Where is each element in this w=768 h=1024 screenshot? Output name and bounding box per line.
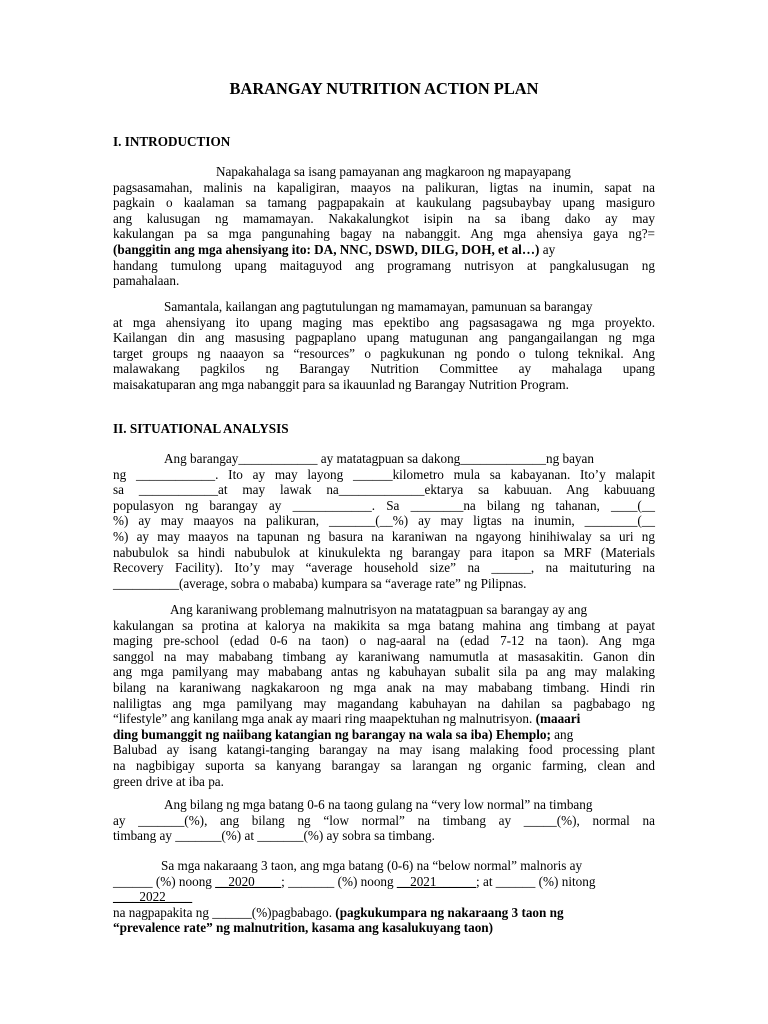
- introduction-paragraph-1: [113, 164, 655, 289]
- situational-paragraph-1: [113, 451, 655, 591]
- text-fragment: ang: [550, 726, 574, 742]
- text-line: __________(average, sobra o mababa) kumpara sa “average rate” ng Pilipnas.: [113, 575, 527, 591]
- text-line: %) ay may maayos na tapunan ng basura na karaniwan na ngayong hinihiwalay sa uri ng: [113, 528, 655, 544]
- text-line: [113, 874, 655, 890]
- text-line: nabubulok sa hindi nabubulok at kinukulekta ng barangay para itapon sa MRF (Materials: [113, 544, 655, 560]
- text-line: Sa mga nakaraang 3 taon, ang mga batang (0-6) na “below normal” malnoris ay: [161, 858, 583, 873]
- year-2021: __2021______: [396, 873, 477, 889]
- text-line: [113, 727, 655, 743]
- text-line: pamahalaan.: [113, 273, 180, 289]
- text-line: green drive at iba pa.: [113, 773, 224, 789]
- text-line: Samantala, kailangan ang pagtutulungan ng mamamayan, pamunuan sa barangay: [164, 299, 593, 314]
- text-line: maging pre-school (edad 0-6 na taon) o nag-aaral na (edad 7-12 na taon). Ang mga: [113, 633, 655, 649]
- text-line: ng ____________. Ito ay may layong ______kilometro mula sa kabayanan. Ito’y malapit: [113, 466, 655, 482]
- text-line: naliligtas ang mga pamilyang may magandang kabuhayan na dahilan sa pagbabago ng: [113, 695, 655, 711]
- instruction-note-bold: “prevalence rate” ng malnutrition, kasama ang kasalukuyang taon): [113, 920, 494, 936]
- blank-field: ______: [113, 873, 153, 889]
- section-heading-situational-analysis: II. SITUATIONAL ANALYSIS: [113, 421, 289, 436]
- text-line: ang mga pamilyang may mababang antas ng kabuhayan subalit sila pa ang may malaking: [113, 664, 655, 680]
- text-line: maisakatuparan ang mga nabanggit para sa ikauunlad ng Barangay Nutrition Program.: [113, 376, 569, 392]
- text-line: Ang bilang ng mga batang 0-6 na taong gulang na “very low normal” na timbang: [164, 797, 593, 812]
- text-line: sanggol na may mababang timbang ay karaniwang namumutla at masasakitin. Ganon din: [113, 648, 655, 664]
- text-fragment: (%) noong: [334, 873, 397, 889]
- text-fragment: “lifestyle” ang kanilang mga anak ay maari ring maapektuhan ng malnutrisyon.: [113, 711, 536, 727]
- blank-field: _______: [288, 873, 335, 889]
- text-line: kakulangan pa sa mga pangunahing bagay na nabanggit. Ang mga ahensiya gaya ng?=: [113, 226, 655, 242]
- agency-note-bold: (banggitin ang mga ahensiyang ito: DA, NNC, DSWD, DILG, DOH, et al…): [113, 241, 540, 257]
- text-line: [113, 711, 655, 727]
- text-line: malawakang pagkilos ng Barangay Nutrition Committee ay mahalaga upang: [113, 361, 655, 377]
- text-fragment: (%) noong: [152, 873, 216, 889]
- text-fragment: ay: [539, 241, 556, 257]
- text-line: bilang na karaniwang nagkakaroon ng mga anak na may mababang timbang. Hindi rin: [113, 679, 655, 695]
- text-line: Recovery Facility). Ito’y may “average household size” na ______, na maituturing na: [113, 560, 655, 576]
- text-line: kakulangan sa protina at kalorya na makikita sa mga batang mahina ang timbang at payat: [113, 617, 655, 633]
- instruction-note-bold: ding bumanggit ng naiibang katangian ng barangay na wala sa iba) Ehemplo;: [113, 726, 551, 742]
- text-line: target groups ng naaayon sa “resources” o pagkukunan ng pondo o tulong teknikal. Ang: [113, 345, 655, 361]
- text-line: handang tumulong upang maitaguyod ang programang nutrisyon at pangkalusugan ng: [113, 257, 655, 273]
- introduction-paragraph-2: [113, 299, 655, 393]
- text-line: pagsasamahan, malinis na kapaligiran, maayos na palikuran, ligtas na inumin, sapat na: [113, 179, 655, 195]
- text-line: Balubad ay isang katangi-tanging barangay na may isang malaking food processing plant: [113, 742, 655, 758]
- text-line: ay _______(%), ang bilang ng “low normal” na timbang ay _____(%), normal na: [113, 812, 655, 828]
- year-2022: ____2022____: [113, 889, 193, 905]
- text-line: populasyon ng barangay ay ____________. Sa ________na bilang ng tahanan, ____(__: [113, 497, 655, 513]
- text-line: at mga ahensiyang ito upang maging mas epektibo ang pagsasagawa ng mga proyekto.: [113, 314, 655, 330]
- document-title: BARANGAY NUTRITION ACTION PLAN: [229, 79, 539, 98]
- text-line: sa ____________at may lawak na_____________ektarya sa kabuuan. Ang kabuuang: [113, 482, 655, 498]
- text-line: Ang barangay____________ ay matatagpuan sa dakong_____________ng bayan: [164, 451, 594, 466]
- text-line: Kailangan din ang masusing pagpaplano upang matugunan ang pangangailangan ng mga: [113, 330, 655, 346]
- instruction-note-bold: (maaari: [535, 711, 581, 727]
- instruction-note-bold: (pagkukumpara ng nakaraang 3 taon ng: [335, 904, 564, 920]
- section-heading-introduction: I. INTRODUCTION: [113, 134, 231, 149]
- text-line: Napakahalaga sa isang pamayanan ang magkaroon ng mapayapang: [216, 164, 571, 179]
- text-fragment: na nagpapakita ng ______(%)pagbabago.: [113, 904, 336, 920]
- situational-paragraph-3: [113, 797, 655, 844]
- text-line: Ang karaniwang problemang malnutrisyon na matatagpuan sa barangay ay ang: [170, 602, 588, 617]
- text-line: pagkain o kaalaman sa tamang pagpapakain at kaukulang pagsubaybay upang masiguro: [113, 195, 655, 211]
- text-line: [113, 905, 655, 921]
- text-line: %) ay may maayos na palikuran, _______(__%) ay may ligtas na inumin, ________(__: [113, 513, 655, 529]
- text-fragment: ; at ______ (%) nitong: [476, 873, 596, 889]
- text-line: na nagbibigay suporta sa kanyang barangay sa larangan ng organic farming, clean and: [113, 757, 655, 773]
- text-line: ang kalusugan ng mamamayan. Nakakalungkot isipin na sa ibang dako ay may: [113, 210, 655, 226]
- text-line: timbang ay _______(%) at _______(%) ay sobra sa timbang.: [113, 828, 435, 844]
- text-line: [113, 242, 655, 258]
- situational-paragraph-2: [113, 602, 655, 789]
- year-2020: __2020____: [215, 873, 282, 889]
- situational-paragraph-4: [113, 858, 655, 936]
- text-fragment: ;: [281, 873, 289, 889]
